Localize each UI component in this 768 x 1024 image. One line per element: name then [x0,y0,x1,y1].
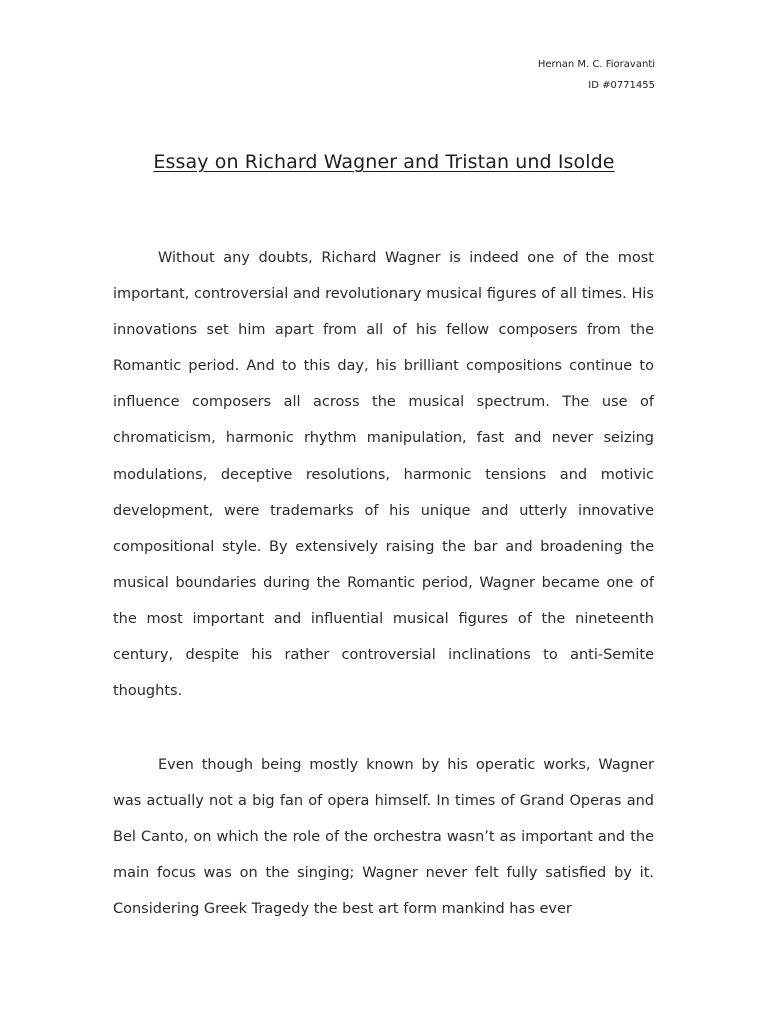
student-id: ID #0771455 [588,80,655,91]
essay-title: Essay on Richard Wagner and Tristan und Isolde [153,151,615,173]
paragraph-block-2 [113,747,654,927]
paragraph-block-1 [113,240,654,709]
author-name: Hernan M. C. Fioravanti [537,59,655,70]
author-header [538,54,655,96]
paragraph: Even though being mostly known by his operatic works, Wagner was actually not a big fan of opera himself. In times of Grand Operas and Bel Canto, on which the role of the orchestra wasn’t as important and the main focus was on the singing; Wagner never felt fully satisfied by it. Considering Greek Tragedy the best art form mankind has ever [113,757,654,918]
paragraph: Without any doubts, Richard Wagner is indeed one of the most important, controversial and revolutionary musical figures of all times. His innovations set him apart from all of his fellow composers from the Romantic period. And to this day, his brilliant compositions continue to influence composers all across the musical spectrum. The use of chromaticism, harmonic rhythm manipulation, fast and never seizing modulations, deceptive resolutions, harmonic tensions and motivic development, were trademarks of his unique and utterly innovative compositional style. By extensively raising the bar and broadening the musical boundaries during the Romantic period, Wagner became one of the most important and influential musical figures of the nineteenth century, despite his rather controversial inclinations to anti-Semite thoughts. [113,250,654,700]
